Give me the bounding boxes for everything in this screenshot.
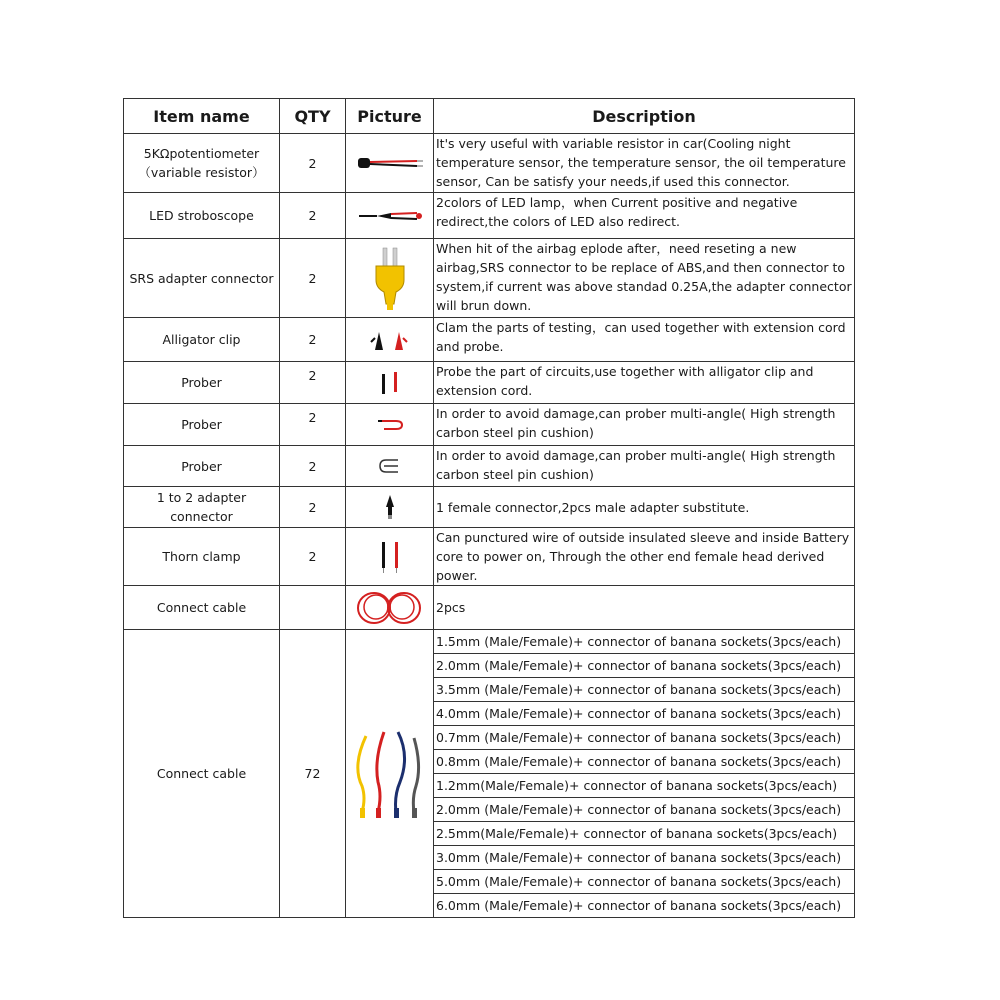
- table-row: [124, 446, 855, 487]
- qty-cell: 2: [280, 404, 346, 446]
- header-picture: Picture: [346, 99, 434, 134]
- header-row: [124, 99, 855, 134]
- header-item-name: Item name: [124, 99, 280, 134]
- adapter-connector-icon: [380, 493, 400, 521]
- table-row: [124, 586, 855, 630]
- picture-cell: [346, 446, 434, 487]
- hook-prober-icon: [370, 455, 410, 477]
- sub-item: 4.0mm (Male/Female)+ connector of banana sockets(3pcs/each): [434, 702, 855, 726]
- picture-cell: [346, 193, 434, 239]
- qty-cell: 2: [280, 239, 346, 318]
- qty-cell: 2: [280, 362, 346, 404]
- description-cell: 2colors of LED lamp，when Current positive and negative redirect,the colors of LED also redirect.: [434, 193, 855, 239]
- table-row: [124, 193, 855, 239]
- description-cell: Probe the part of circuits,use together with alligator clip and extension cord.: [434, 362, 855, 404]
- bent-prober-icon: [370, 415, 410, 435]
- qty-cell: [280, 586, 346, 630]
- description-cell: When hit of the airbag eplode after，need reseting a new airbag,SRS connector to be replace of ABS,and then connector to system,if current was above standad 0.25A,the adapter connector will brun down.: [434, 239, 855, 318]
- picture-cell: [346, 134, 434, 193]
- parts-table-container: [123, 98, 854, 913]
- description-cell: It's very useful with variable resistor in car(Cooling night temperature sensor, the temperature sensor, the oil temperature sensor, Can be satisfy your needs,if used this connector.: [434, 134, 855, 193]
- sub-item: 6.0mm (Male/Female)+ connector of banana sockets(3pcs/each): [434, 894, 855, 918]
- picture-cell: [346, 487, 434, 528]
- item-name: Prober: [124, 446, 280, 487]
- item-name: SRS adapter connector: [124, 239, 280, 318]
- qty-cell: 72: [280, 630, 346, 918]
- picture-cell: [346, 630, 434, 918]
- qty-cell: 2: [280, 318, 346, 362]
- description-cell: In order to avoid damage,can prober multi-angle( High strength carbon steel pin cushion): [434, 404, 855, 446]
- sub-item: 0.7mm (Male/Female)+ connector of banana sockets(3pcs/each): [434, 726, 855, 750]
- qty-cell: 2: [280, 487, 346, 528]
- description-cell: Clam the parts of testing，can used together with extension cord and probe.: [434, 318, 855, 362]
- picture-cell: [346, 404, 434, 446]
- table-row: [124, 404, 855, 446]
- sub-item: 3.5mm (Male/Female)+ connector of banana sockets(3pcs/each): [434, 678, 855, 702]
- alligator-clip-icon: [365, 328, 415, 352]
- thorn-clamp-icon: [370, 540, 410, 574]
- picture-cell: [346, 318, 434, 362]
- sub-item: 5.0mm (Male/Female)+ connector of banana sockets(3pcs/each): [434, 870, 855, 894]
- sub-item: 3.0mm (Male/Female)+ connector of banana sockets(3pcs/each): [434, 846, 855, 870]
- table-row: [124, 239, 855, 318]
- banana-cables-icon: [348, 726, 432, 822]
- table-row: [124, 134, 855, 193]
- item-name: Thorn clamp: [124, 528, 280, 586]
- picture-cell: [346, 362, 434, 404]
- sub-item: 0.8mm (Male/Female)+ connector of banana sockets(3pcs/each): [434, 750, 855, 774]
- srs-adapter-icon: [370, 244, 410, 312]
- straight-prober-icon: [370, 370, 410, 396]
- table-row: [124, 318, 855, 362]
- description-cell: 1 female connector,2pcs male adapter substitute.: [434, 487, 855, 528]
- header-qty: QTY: [280, 99, 346, 134]
- description-cell: Can punctured wire of outside insulated sleeve and inside Battery core to power on, Through the other end female head derived power.: [434, 528, 855, 586]
- item-name-cell: [124, 134, 280, 193]
- qty-cell: 2: [280, 193, 346, 239]
- description-cell: 2pcs: [434, 586, 855, 630]
- qty-cell: 2: [280, 446, 346, 487]
- item-name-subtitle: （variable resistor）: [138, 165, 265, 180]
- item-name: Prober: [124, 404, 280, 446]
- item-name: LED stroboscope: [124, 193, 280, 239]
- description-cell: In order to avoid damage,can prober multi-angle( High strength carbon steel pin cushion): [434, 446, 855, 487]
- picture-cell: [346, 586, 434, 630]
- qty-cell: 2: [280, 134, 346, 193]
- sub-item: 1.2mm(Male/Female)+ connector of banana sockets(3pcs/each): [434, 774, 855, 798]
- item-name: Connect cable: [124, 586, 280, 630]
- header-description: Description: [434, 99, 855, 134]
- sub-item: 2.5mm(Male/Female)+ connector of banana sockets(3pcs/each): [434, 822, 855, 846]
- item-name: Connect cable: [124, 630, 280, 918]
- parts-table: [123, 98, 855, 918]
- picture-cell: [346, 528, 434, 586]
- item-name: 1 to 2 adapter connector: [124, 487, 280, 528]
- picture-cell: [346, 239, 434, 318]
- item-name: Alligator clip: [124, 318, 280, 362]
- sub-item: 2.0mm (Male/Female)+ connector of banana sockets(3pcs/each): [434, 654, 855, 678]
- coiled-cable-icon: [352, 589, 428, 627]
- table-row: [124, 528, 855, 586]
- sub-item: 2.0mm (Male/Female)+ connector of banana sockets(3pcs/each): [434, 798, 855, 822]
- qty-cell: 2: [280, 528, 346, 586]
- potentiometer-lead-icon: [355, 153, 425, 173]
- item-name: 5KΩpotentiometer: [143, 146, 260, 161]
- table-row: [124, 362, 855, 404]
- table-row: [124, 487, 855, 528]
- item-name: Prober: [124, 362, 280, 404]
- sub-item: 1.5mm (Male/Female)+ connector of banana sockets(3pcs/each): [434, 630, 855, 654]
- led-stroboscope-icon: [355, 209, 425, 223]
- table-row: [124, 630, 855, 654]
